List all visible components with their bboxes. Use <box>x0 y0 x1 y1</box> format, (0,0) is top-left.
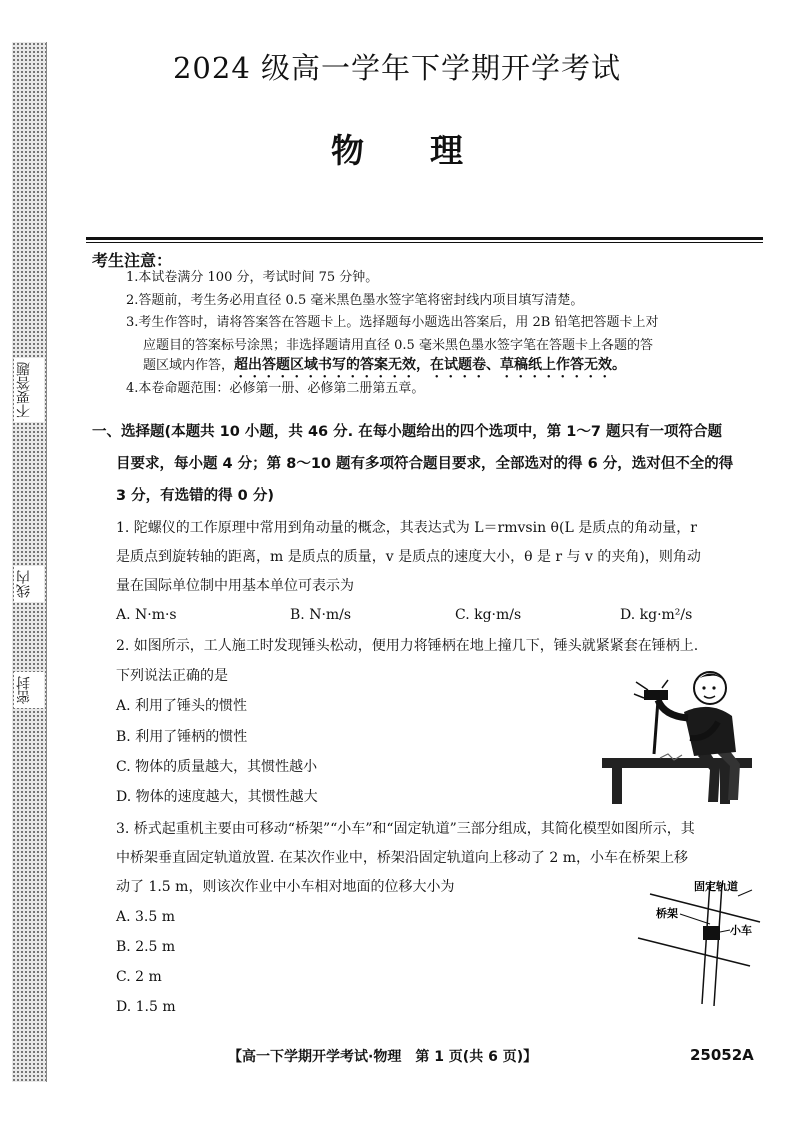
notice-item-3-cont: 应题目的答案标号涂黑；非选择题请用直径 0.5 毫米黑色墨水签字笔在答题卡上各题的答 <box>143 338 653 353</box>
q1-option-b: B. N·m/s <box>290 607 352 623</box>
label-bridge: 桥架 <box>656 907 678 920</box>
q2-line2: 下列说法正确的是 <box>116 668 228 684</box>
binding-margin-strip <box>12 42 47 1082</box>
exam-code: 25052A <box>690 1046 754 1064</box>
q3-option-a: A. 3.5 m <box>116 909 176 925</box>
seal-label-inside-line: 线内 <box>14 566 44 602</box>
label-fixed-rail: 固定轨道 <box>694 880 738 893</box>
q1-option-a: A. N·m·s <box>116 607 177 623</box>
bridge-crane-diagram <box>620 872 770 1012</box>
q1-line2: 是质点到旋转轴的距离，m 是质点的质量，v 是质点的速度大小，θ 是 r 与 v 的夹角)，则角动 <box>116 549 701 565</box>
q2-option-b: B. 利用了锤柄的惯性 <box>116 729 248 745</box>
notice-item-4: 4.本卷命题范围：必修第一册、必修第二册第五章。 <box>126 381 425 396</box>
q3-line3: 动了 1.5 m，则该次作业中小车相对地面的位移大小为 <box>116 879 455 895</box>
section-heading-line2: 目要求，每小题 4 分；第 8～10 题有多项符合题目要求，全部选对的得 6 分，选对但不全的得 <box>116 456 734 472</box>
q3-option-b: B. 2.5 m <box>116 939 176 955</box>
seal-label-sealed: 密封 <box>14 672 44 708</box>
q2-option-c: C. 物体的质量越大，其惯性越小 <box>116 759 318 775</box>
q2-option-d: D. 物体的速度越大，其惯性越大 <box>116 789 318 805</box>
q3-line2: 中桥架垂直固定轨道放置. 在某次作业中，桥架沿固定轨道向上移动了 2 m，小车在桥架上移 <box>116 850 688 866</box>
section-heading-line1: 一、选择题(本题共 10 小题，共 46 分. 在每小题给出的四个选项中，第 1～7 题只有一项符合题 <box>92 424 723 440</box>
subject-title: 物理 <box>331 131 529 170</box>
worker-hammer-illustration <box>598 660 762 810</box>
q1-line3: 量在国际单位制中用基本单位可表示为 <box>116 578 354 594</box>
q1-option-d: D. kg·m²/s <box>620 607 693 623</box>
notice-item-1: 1.本试卷满分 100 分，考试时间 75 分钟。 <box>126 270 379 285</box>
q2-line1: 2. 如图所示，工人施工时发现锤头松动，便用力将锤柄在地上撞几下，锤头就紧紧套在锤柄上. <box>116 638 699 654</box>
exam-title: 2024 级高一学年下学期开学考试 <box>172 51 622 85</box>
label-cart: 小车 <box>730 924 752 937</box>
header-rule-thin <box>86 242 763 243</box>
q1-line1: 1. 陀螺仪的工作原理中常用到角动量的概念，其表达式为 L＝rmvsin θ(L 是质点的角动量，r <box>116 520 697 536</box>
notice-item-3-end-text: 题区域内作答， <box>143 358 235 373</box>
q3-option-c: C. 2 m <box>116 969 162 985</box>
notice-emphasis: 超出答题区域书写的答案无效，在试题卷、草稿纸上作答无效。 <box>234 357 627 373</box>
seal-label-no-answer: 不要答题 <box>14 358 44 422</box>
notice-item-2: 2.答题前，考生务必用直径 0.5 毫米黑色墨水签字笔将密封线内项目填写清楚。 <box>126 293 584 308</box>
q2-option-a: A. 利用了锤头的惯性 <box>116 698 248 714</box>
section-heading-line3: 3 分，有选错的得 0 分) <box>116 488 274 504</box>
q1-option-c: C. kg·m/s <box>455 607 522 623</box>
notice-title: 考生注意： <box>92 251 173 270</box>
page-footer: 【高一下学期开学考试·物理 第 1 页(共 6 页)】 <box>228 1049 538 1065</box>
q3-line1: 3. 桥式起重机主要由可移动“桥架”“小车”和“固定轨道”三部分组成，其简化模型如图所示，其 <box>116 821 695 837</box>
q3-option-d: D. 1.5 m <box>116 999 176 1015</box>
notice-item-3: 3.考生作答时，请将答案答在答题卡上。选择题每小题选出答案后，用 2B 铅笔把答题卡上对 <box>126 315 659 330</box>
header-rule-thick <box>86 237 763 240</box>
